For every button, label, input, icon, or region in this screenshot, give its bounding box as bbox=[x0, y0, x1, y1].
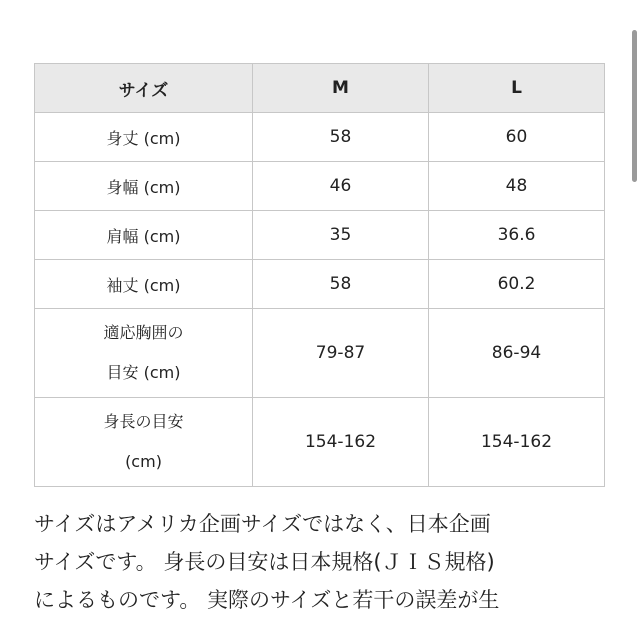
note-line: によるものです。 実際のサイズと若干の誤差が生 bbox=[34, 588, 500, 612]
note-line: サイズはアメリカ企画サイズではなく、日本企画 bbox=[34, 512, 491, 536]
table-header-row bbox=[35, 64, 605, 113]
cell-l: 60 bbox=[429, 113, 605, 162]
cell-m: 58 bbox=[253, 113, 429, 162]
cell-m: 46 bbox=[253, 162, 429, 211]
size-chart-table bbox=[34, 63, 605, 487]
row-label: 袖丈 (cm) bbox=[35, 260, 253, 309]
cell-m: 35 bbox=[253, 211, 429, 260]
cell-l: 36.6 bbox=[429, 211, 605, 260]
row-label: 身幅 (cm) bbox=[35, 162, 253, 211]
row-label: 肩幅 (cm) bbox=[35, 211, 253, 260]
header-size: サイズ bbox=[35, 64, 253, 113]
cell-m: 154-162 bbox=[253, 398, 429, 487]
table-row bbox=[35, 309, 605, 398]
table-row bbox=[35, 162, 605, 211]
cell-l: 154-162 bbox=[429, 398, 605, 487]
cell-m: 58 bbox=[253, 260, 429, 309]
vertical-scrollbar[interactable] bbox=[632, 30, 637, 182]
table-row bbox=[35, 260, 605, 309]
cell-l: 60.2 bbox=[429, 260, 605, 309]
table-row bbox=[35, 398, 605, 487]
row-label: 身丈 (cm) bbox=[35, 113, 253, 162]
table-row bbox=[35, 211, 605, 260]
cell-m: 79-87 bbox=[253, 309, 429, 398]
table-row bbox=[35, 113, 605, 162]
header-l: L bbox=[429, 64, 605, 113]
note-line: サイズです。 身長の目安は日本規格(ＪＩＳ規格) bbox=[34, 550, 495, 574]
row-label bbox=[35, 398, 253, 487]
cell-l: 48 bbox=[429, 162, 605, 211]
row-label bbox=[35, 309, 253, 398]
row-label-line: 目安 (cm) bbox=[106, 363, 181, 382]
row-label-line: 適応胸囲の bbox=[103, 323, 184, 342]
cell-l: 86-94 bbox=[429, 309, 605, 398]
size-note-paragraph bbox=[34, 505, 624, 619]
row-label-line: (cm) bbox=[125, 452, 162, 471]
row-label-line: 身長の目安 bbox=[103, 412, 184, 431]
header-m: M bbox=[253, 64, 429, 113]
